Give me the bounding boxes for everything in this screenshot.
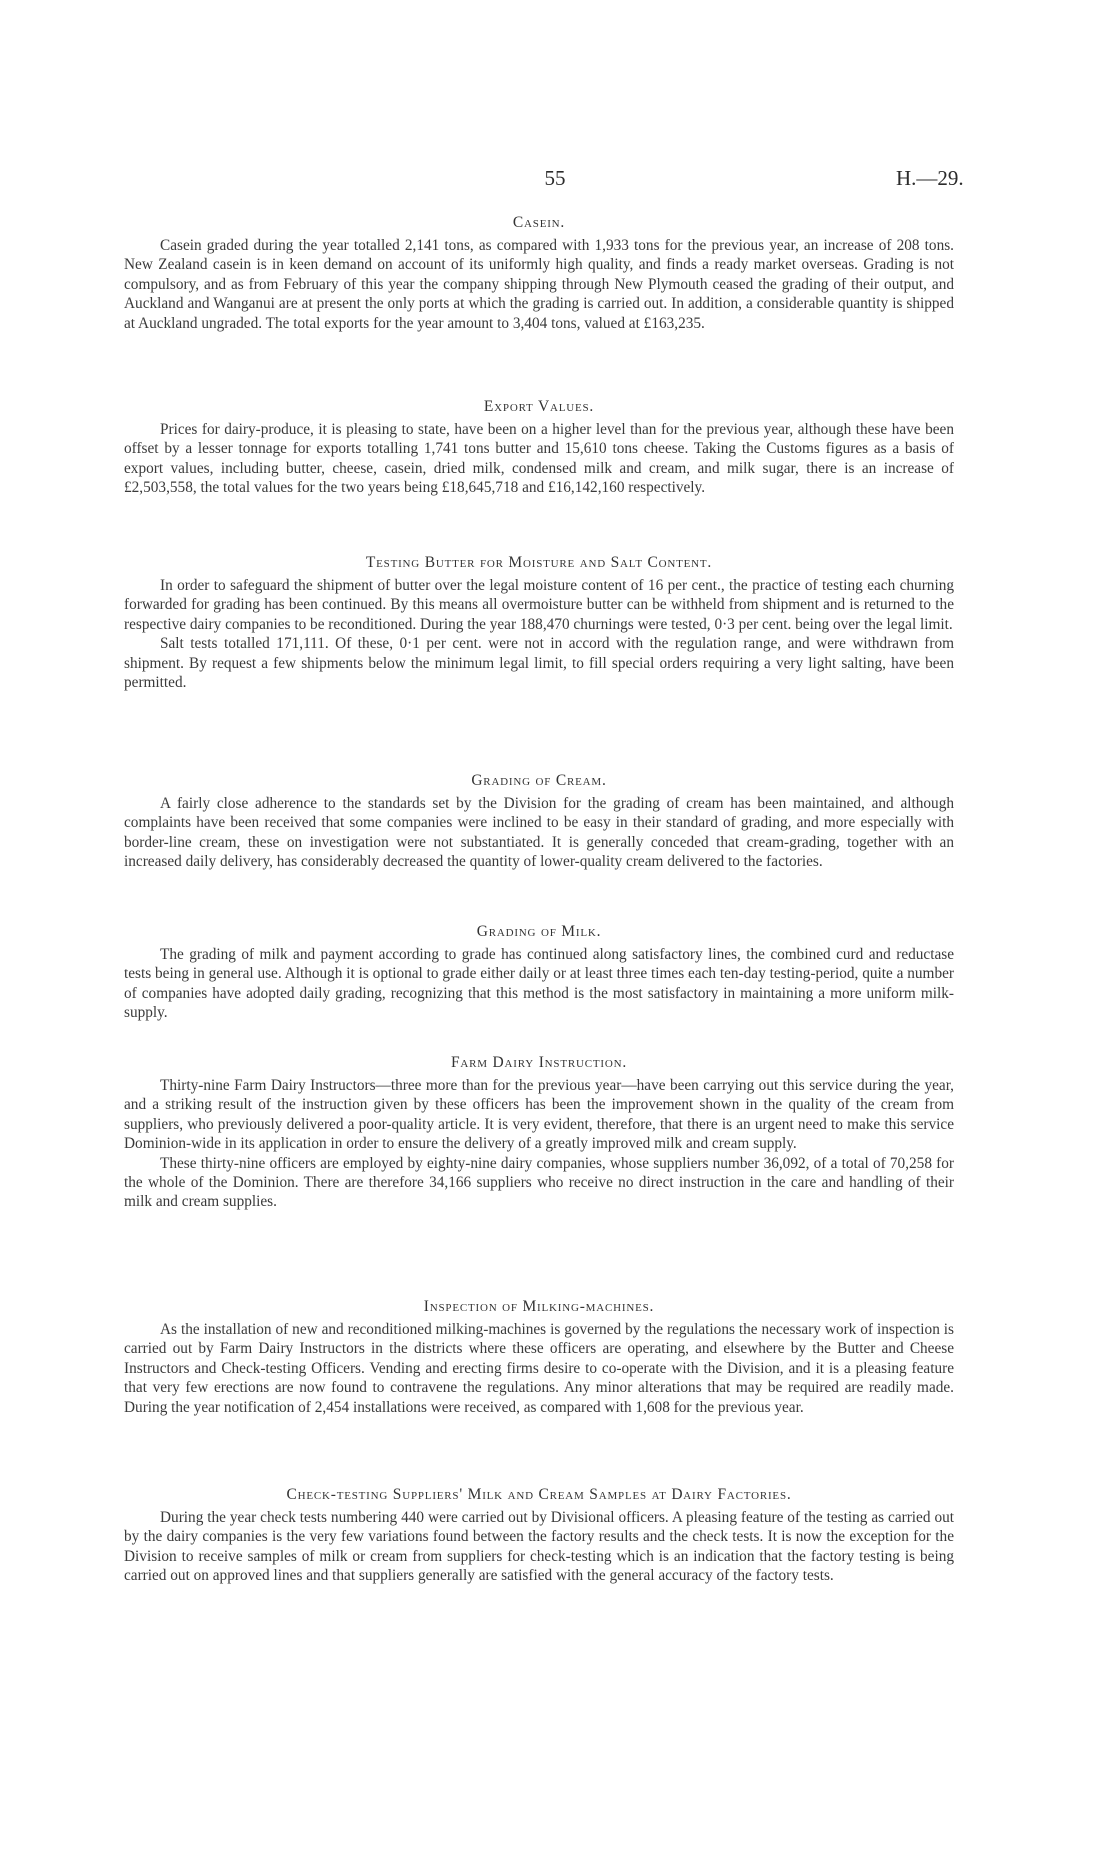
section-heading: Testing Butter for Moisture and Salt Content. (365, 554, 713, 571)
section-check-testing (124, 1486, 954, 1586)
section-testing-butter (124, 554, 954, 692)
section-farm-dairy-instruction (124, 1054, 954, 1212)
page-number: 55 (544, 166, 566, 190)
section-casein (124, 214, 954, 333)
section-grading-of-milk (124, 923, 954, 1023)
document-code: H.—29. (896, 166, 964, 190)
section-inspection-milking-machines (124, 1298, 954, 1417)
paragraph: The grading of milk and payment according to grade has continued along satisfactory lines, the combined curd and reductase tests being in general use. Although it is optional to grade either daily or at least three times each ten-day testing-period, quite a number of companies have adopted daily grading, recognizing that this method is the most satisfactory in maintaining a more uniform milk-supply. (124, 946, 954, 1022)
section-grading-of-cream (124, 772, 954, 872)
section-heading: Check-testing Suppliers' Milk and Cream Samples at Dairy Factories. (286, 1486, 792, 1503)
paragraph: Salt tests totalled 171,111. Of these, 0·1 per cent. were not in accord with the regulation range, and were withdrawn from shipment. By request a few shipments below the minimum legal limit, to fill special orders requiring a very light salting, have been permitted. (124, 635, 954, 692)
paragraph: Prices for dairy-produce, it is pleasing to state, have been on a higher level than for the previous year, although these have been offset by a lesser tonnage for exports totalling 1,741 tons butter and 15,610 tons cheese. Taking the Customs figures as a basis of export values, including butter, cheese, casein, dried milk, condensed milk and cream, and milk sugar, there is an increase of £2,503,558, the total values for the two years being £18,645,718 and £16,142,160 respectively. (124, 421, 954, 497)
section-heading: Farm Dairy Instruction. (450, 1054, 627, 1071)
paragraph: A fairly close adherence to the standards set by the Division for the grading of cream has been maintained, and although complaints have been received that some companies were inclined to be easy in their standard of grading, and more especially with border-line cream, these on investigation were not substantiated. It is generally conceded that cream-grading, together with an increased daily delivery, has considerably decreased the quantity of lower-quality cream delivered to the factories. (124, 795, 954, 871)
paragraph: As the installation of new and reconditioned milking-machines is governed by the regulations the necessary work of inspection is carried out by Farm Dairy Instructors in the districts where these officers are operating, and elsewhere by the Butter and Cheese Instructors and Check-testing Officers. Vending and erecting firms desire to co-operate with the Division, and it is a pleasing feature that very few erections are now found to contravene the regulations. Any minor alterations that may be required are readily made. During the year notification of 2,454 installations were received, as compared with 1,608 for the previous year. (124, 1321, 954, 1416)
paragraph: Casein graded during the year totalled 2,141 tons, as compared with 1,933 tons for the previous year, an increase of 208 tons. New Zealand casein is in keen demand on account of its uniformly high quality, and finds a ready market overseas. Grading is not compulsory, and as from February of this year the company shipping through New Plymouth ceased the grading of their output, and Auckland and Wanganui are at present the only ports at which the grading is carried out. In addition, a considerable quantity is shipped at Auckland ungraded. The total exports for the year amount to 3,404 tons, valued at £163,235. (124, 237, 954, 332)
section-heading: Casein. (512, 214, 566, 231)
section-heading: Export Values. (483, 398, 595, 415)
paragraph: During the year check tests numbering 440 were carried out by Divisional officers. A pleasing feature of the testing as carried out by the dairy companies is the very few variations found between the factory results and the check tests. It is now the exception for the Division to receive samples of milk or cream from suppliers for check-testing which is an indication that the factory testing is being carried out on approved lines and that suppliers generally are satisfied with the general accuracy of the factory tests. (124, 1509, 954, 1585)
section-heading: Inspection of Milking-machines. (423, 1298, 655, 1315)
paragraph: These thirty-nine officers are employed by eighty-nine dairy companies, whose suppliers number 36,092, of a total of 70,258 for the whole of the Dominion. There are therefore 34,166 suppliers who receive no direct instruction in the care and handling of their milk and cream supplies. (124, 1154, 954, 1211)
section-heading: Grading of Milk. (476, 923, 602, 940)
paragraph: Thirty-nine Farm Dairy Instructors—three more than for the previous year—have been carrying out this service during the year, and a striking result of the instruction given by these officers has been the improvement shown in the quality of the cream from suppliers, who previously delivered a poor-quality article. It is very evident, therefore, that there is an urgent need to make this service Dominion-wide in its application in order to ensure the delivery of a greatly improved milk and cream supply. (124, 1077, 954, 1153)
section-export-values (124, 398, 954, 498)
paragraph: In order to safeguard the shipment of butter over the legal moisture content of 16 per cent., the practice of testing each churning forwarded for grading has been continued. By this means all overmoisture butter can be withheld from shipment and is returned to the respective dairy companies to be reconditioned. During the year 188,470 churnings were tested, 0·3 per cent. being over the legal limit. (124, 577, 954, 633)
section-heading: Grading of Cream. (471, 772, 607, 789)
